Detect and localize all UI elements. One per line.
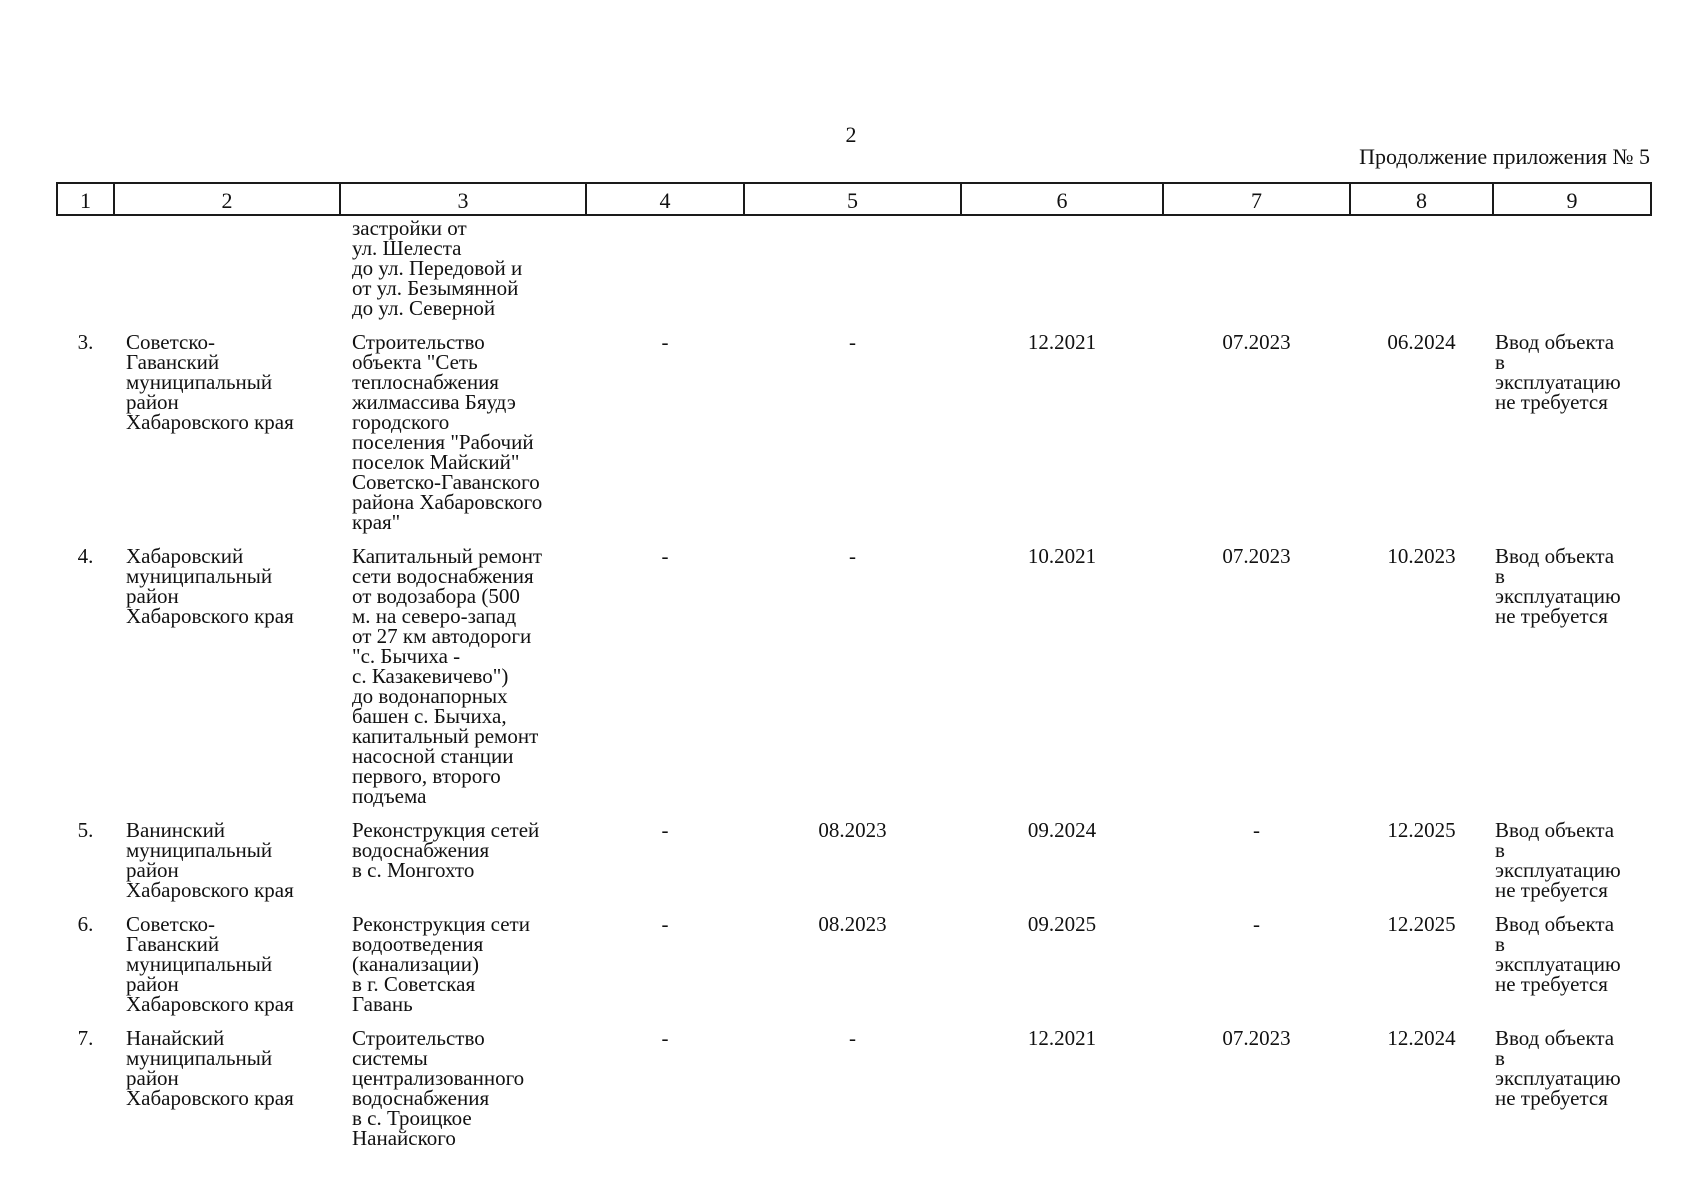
cell-col4: - [661, 912, 669, 936]
row-number: 4. [77, 544, 94, 568]
column-header-5: 5 [744, 183, 961, 215]
column-header-3: 3 [340, 183, 586, 215]
cell-region [114, 914, 340, 1028]
column-number-row [57, 183, 1651, 215]
description-text: Строительство объекта "Сеть теплоснабжения жилмассива Бяудэ городского поселения "Рабочий поселок Майский" Советско-Гаванского района Хабаровского края" [352, 330, 543, 534]
note-text: Ввод объекта в эксплуатацию не требуется [1495, 912, 1621, 996]
note-text: Ввод объекта в эксплуатацию не требуется [1495, 544, 1621, 628]
cell-col6: 09.2025 [1027, 912, 1097, 936]
cell-col8: 12.2024 [1387, 1026, 1456, 1050]
table-row [57, 1028, 1651, 1162]
cell-col9 [1493, 546, 1651, 820]
column-header-8: 8 [1350, 183, 1493, 215]
cell-region [114, 215, 340, 332]
cell-col7: 07.2023 [1222, 544, 1291, 568]
region-text: Советско- Гаванский муниципальный район Хабаровского края [126, 912, 294, 1016]
cell-col5 [744, 215, 961, 332]
cell-description [340, 546, 586, 820]
cell-col9 [1493, 1028, 1651, 1162]
cell-region [114, 332, 340, 546]
cell-col9 [1493, 820, 1651, 914]
cell-col7: 07.2023 [1222, 330, 1291, 354]
appendix-table [56, 182, 1650, 1162]
column-header-1: 1 [57, 183, 114, 215]
region-text: Хабаровский муниципальный район Хабаровского края [126, 544, 294, 628]
cell-description [340, 914, 586, 1028]
cell-col4: - [661, 330, 669, 354]
description-text: застройки от ул. Шелеста до ул. Передовой и от ул. Безымянной до ул. Северной [352, 216, 523, 320]
cell-description [340, 1028, 586, 1162]
region-text: Нанайский муниципальный район Хабаровского края [126, 1026, 294, 1110]
cell-col4: - [661, 544, 669, 568]
cell-col7: - [1253, 818, 1260, 842]
cell-col4: - [661, 818, 669, 842]
description-text: Реконструкция сетей водоснабжения в с. Монгохто [352, 818, 540, 882]
cell-col9 [1493, 914, 1651, 1028]
cell-region [114, 820, 340, 914]
cell-col7 [1163, 215, 1350, 332]
cell-col6 [961, 215, 1163, 332]
cell-description [340, 215, 586, 332]
cell-description [340, 820, 586, 914]
cell-col8: 06.2024 [1387, 330, 1456, 354]
row-number: 3. [77, 330, 94, 354]
cell-col6: 10.2021 [1027, 544, 1097, 568]
column-header-4: 4 [586, 183, 744, 215]
cell-col6: 12.2021 [1027, 330, 1097, 354]
cell-col5: - [849, 330, 856, 354]
cell-col8: 12.2025 [1387, 912, 1456, 936]
description-text: Реконструкция сети водоотведения (канализации) в г. Советская Гавань [352, 912, 530, 1016]
column-header-2: 2 [114, 183, 340, 215]
schedule-table [56, 182, 1652, 1162]
note-text: Ввод объекта в эксплуатацию не требуется [1495, 818, 1621, 902]
table-body [57, 215, 1651, 1162]
cell-col5: 08.2023 [818, 818, 887, 842]
column-header-6: 6 [961, 183, 1163, 215]
cell-col7: 07.2023 [1222, 1026, 1291, 1050]
note-text: Ввод объекта в эксплуатацию не требуется [1495, 1026, 1621, 1110]
cell-region [114, 546, 340, 820]
region-text: Ванинский муниципальный район Хабаровского края [126, 818, 294, 902]
row-number: 6. [77, 912, 94, 936]
cell-col6: 12.2021 [1027, 1026, 1097, 1050]
cell-col8 [1350, 215, 1493, 332]
table-header [57, 183, 1651, 215]
cell-description [340, 332, 586, 546]
cell-col9 [1493, 332, 1651, 546]
cell-col5: - [849, 544, 856, 568]
cell-col7: - [1253, 912, 1260, 936]
table-row-continuation [57, 215, 1651, 332]
cell-region [114, 1028, 340, 1162]
cell-col8: 12.2025 [1387, 818, 1456, 842]
cell-col4: - [661, 1026, 669, 1050]
row-number: 5. [77, 818, 94, 842]
cell-col4 [586, 215, 744, 332]
table-row [57, 914, 1651, 1028]
table-row [57, 332, 1651, 546]
column-header-7: 7 [1163, 183, 1350, 215]
table-row [57, 820, 1651, 914]
cell-col6: 09.2024 [1027, 818, 1097, 842]
cell-col5: 08.2023 [818, 912, 887, 936]
table-row [57, 546, 1651, 820]
note-text: Ввод объекта в эксплуатацию не требуется [1495, 330, 1621, 414]
row-number: 7. [77, 1026, 94, 1050]
cell-num [57, 215, 114, 332]
region-text: Советско- Гаванский муниципальный район Хабаровского края [126, 330, 294, 434]
cell-col5: - [849, 1026, 856, 1050]
page-number: 2 [845, 122, 857, 147]
description-text: Капитальный ремонт сети водоснабжения от водозабора (500 м. на северо-запад от 27 км автодороги "с. Бычиха - с. Казакевичево") до водонапорных башен с. Бычиха, капитальный ремонт насосной станции первого, второго подъема [352, 544, 543, 808]
cell-col8: 10.2023 [1387, 544, 1456, 568]
cell-col9 [1493, 215, 1651, 332]
appendix-continuation-label: Продолжение приложения № 5 [1359, 144, 1650, 169]
column-header-9: 9 [1493, 183, 1651, 215]
description-text: Строительство системы централизованного водоснабжения в с. Троицкое Нанайского [352, 1026, 525, 1150]
